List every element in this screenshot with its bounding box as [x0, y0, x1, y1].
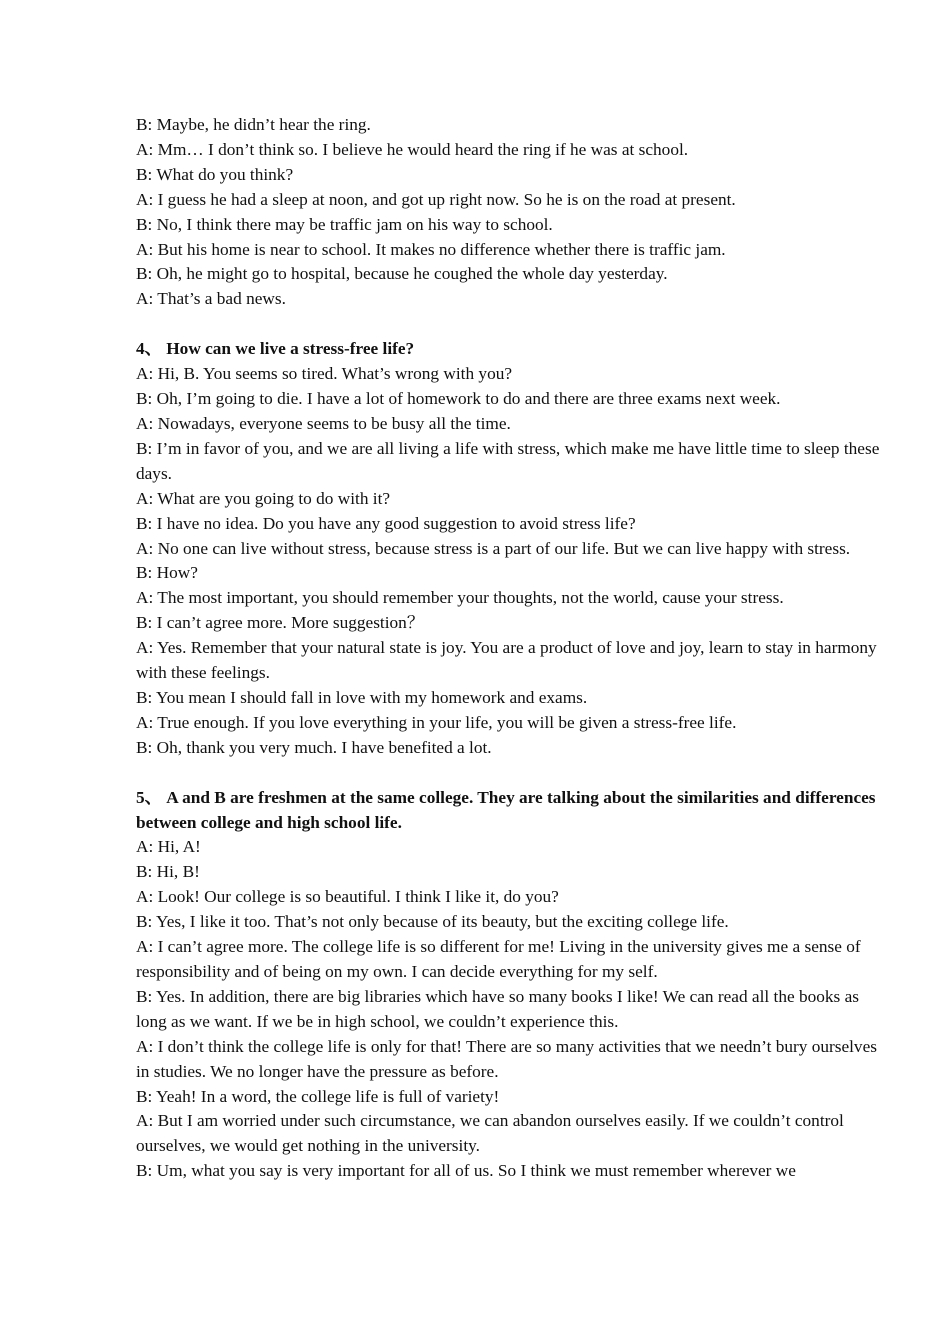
dialogue-line: B: You mean I should fall in love with my homework and exams. [136, 687, 588, 707]
dialogue-line: B: I’m in favor of you, and we are all living a life with stress, which make me have little time to sleep these days. [136, 438, 880, 483]
dialogue-line: B: Oh, thank you very much. I have benefited a lot. [136, 737, 492, 757]
dialogue-line: B: Oh, I’m going to die. I have a lot of homework to do and there are three exams next week. [136, 389, 781, 409]
dialogue-line: A: Look! Our college is so beautiful. I think I like it, do you? [136, 887, 559, 907]
dialogue-line: A: What are you going to do with it? [136, 488, 391, 508]
dialogue-line: B: How? [136, 563, 198, 583]
dialogue-line: A: But I am worried under such circumstance, we can abandon ourselves easily. If we couldn’t control ourselves, we would get nothing in the university. [136, 1111, 844, 1156]
dialogue-line: A: I guess he had a sleep at noon, and got up right now. So he is on the road at present. [136, 189, 736, 209]
dialogue-line: A: Yes. Remember that your natural state is joy. You are a product of love and joy, learn to stay in harmony with these feelings. [136, 638, 877, 683]
dialogue-line: B: Oh, he might go to hospital, because he coughed the whole day yesterday. [136, 264, 668, 284]
dialogue-line: B: Yeah! In a word, the college life is full of variety! [136, 1086, 500, 1106]
dialogue-line: B: I can’t agree more. More suggestion？ [136, 613, 425, 633]
dialogue-line: A: Mm… I don’t think so. I believe he would heard the ring if he was at school. [136, 139, 689, 159]
section-4-heading: 4、 How can we live a stress-free life? [136, 339, 415, 359]
dialogue-line: A: Hi, B. You seems so tired. What’s wrong with you? [136, 364, 513, 384]
dialogue-line: B: What do you think? [136, 164, 294, 184]
section-spacer [136, 761, 884, 786]
dialogue-line: B: Maybe, he didn’t hear the ring. [136, 115, 371, 134]
section-spacer [136, 312, 884, 337]
dialogue-line: A: That’s a bad news. [136, 289, 286, 309]
dialogue-line: B: Um, what you say is very important for all of us. So I think we must remember wherever we [136, 1161, 796, 1181]
dialogue-line: A: No one can live without stress, because stress is a part of our life. But we can live happy with stress. [136, 538, 851, 558]
dialogue-line: B: Yes, I like it too. That’s not only because of its beauty, but the exciting college life. [136, 912, 729, 932]
dialogue-line: A: The most important, you should remember your thoughts, not the world, cause your stress. [136, 588, 784, 608]
document-page [136, 113, 884, 1184]
section-5 [136, 786, 884, 1185]
dialogue-line: A: True enough. If you love everything in your life, you will be given a stress-free life. [136, 712, 737, 732]
dialogue-line: B: No, I think there may be traffic jam on his way to school. [136, 214, 553, 234]
dialogue-line: A: Nowadays, everyone seems to be busy all the time. [136, 413, 511, 433]
dialogue-line: B: I have no idea. Do you have any good suggestion to avoid stress life? [136, 513, 636, 533]
dialogue-line: A: But his home is near to school. It makes no difference whether there is traffic jam. [136, 239, 726, 259]
section-5-heading: 5、 A and B are freshmen at the same college. They are talking about the similarities and differences between college and high school life. [136, 787, 876, 832]
section-4 [136, 337, 884, 760]
dialogue-line: A: Hi, A! [136, 837, 201, 857]
dialogue-line: B: Yes. In addition, there are big libraries which have so many books I like! We can read all the books as long as we want. If we be in high school, we couldn’t experience this. [136, 986, 859, 1031]
dialogue-line: A: I don’t think the college life is only for that! There are so many activities that we needn’t bury ourselves in studies. We no longer have the pressure as before. [136, 1036, 877, 1081]
dialogue-line: A: I can’t agree more. The college life is so different for me! Living in the university gives me a sense of responsibility and of being on my own. I can decide everything for my self. [136, 937, 861, 981]
dialogue-line: B: Hi, B! [136, 862, 200, 882]
section-3-dialogue [136, 113, 884, 312]
